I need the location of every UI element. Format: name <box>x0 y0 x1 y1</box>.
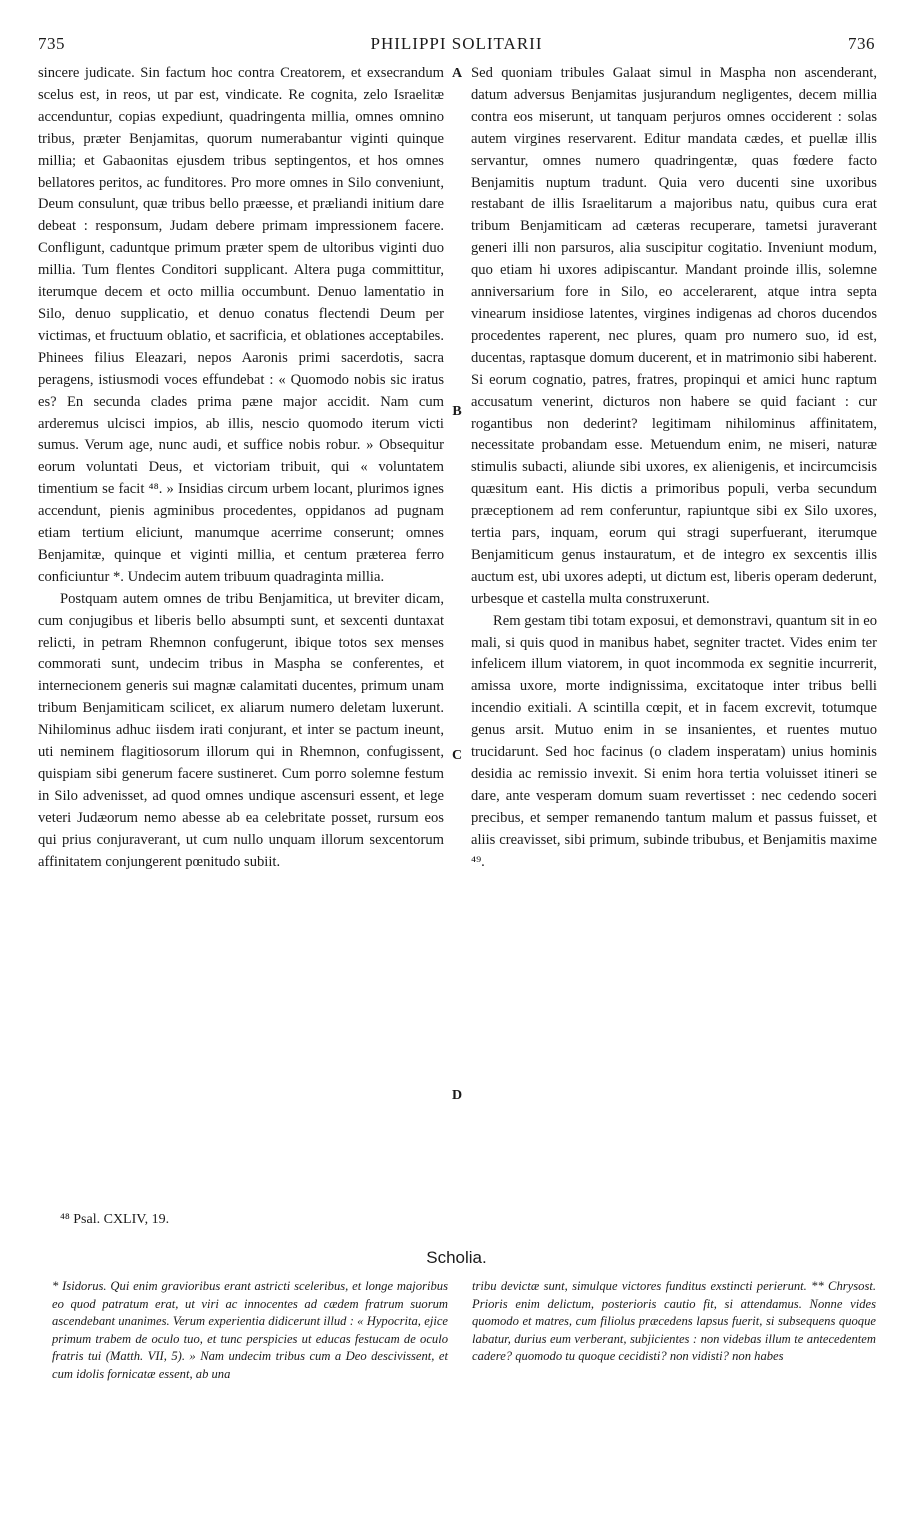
scholia-right-text: tribu devictæ sunt, simulque victores funditus exstincti perierunt. ** Chrysost. Prioris enim delictum, posterioris cautio fit, si attendamus. Nonne vides quomodo et matres, cum filiolus præcedens lapsus fuerit, si subsequens quoque labatur, durius eum verberant, subjicientes : non videbas illum te antecedentem cadere? quomodo tu quoque cecidisti? non vidisti? non habes <box>472 1279 876 1364</box>
scholia-left-text: * Isidorus. Qui enim gravioribus erant astricti sceleribus, et longe majoribus eo quod patratum erat, ut viri ac innocentes ad cædem fratrum suorum ascendebant unanimes. Verum experientia didicerunt illud : « Hypocrita, ejice primum trabem de oculo tuo, et tunc perspicies ut educas festucam de oculo fratris tui (Matth. VII, 5). » Nam undecim tribus cum a Deo descivissent, et cum idolis fornicatæ essent, ab una <box>52 1279 448 1381</box>
right-paragraph-1: Sed quoniam tribules Galaat simul in Maspha non ascenderant, datum adversus Benjamitas jusjurandum negligentes, decem millia contra eos miserunt, ut tanquam perjuros omnes occiderent : solas autem virgines reservarent. Editur mandata cædes, et puellæ illis servantur, omnes numero quadringentæ, quas fœdere facto Benjamitis nuptum tradunt. Quia vero ducenti sine uxoribus restabant de illis Israelitarum a majoribus natu, quibus cura erat tribum Benjamiticam ad cæteras recuperare, tametsi juraverant generi illi non parsuros, alia suscipitur cogitatio. Inveniunt modum, quo etiam hi uxores adipiscantur. Mandant proinde illis, solemne anniversarium fore in Silo, eo accelerarent, atque intra septa vinearum insidiose latentes, virgines indigenas ad choros ducendos procedentes raperent, nec plures, quam pro numero suo, id est, ducentas, raptasque domum ducerent, et in matrimonio sibi haberent. Si eorum cognatio, patres, fratres, propinqui et amici hunc raptum accusatum venerint, dicturos non habere se quid faciant : cur rogantibus non dederint? legitimam nihilominus affinitatem, necessitate probandam esse. Metuendum enim, ne miseri, naturæ stimulis subacti, aliunde sibi uxores, ex alienigenis, et incircumcisis quæsitum eant. His dictis a primoribus populi, verba secundum præceptionem ad rem conferuntur, rapiuntque sibi ex Silo uxores, tertia pars, inquam, eorum qui stragi superfuerant, iterumque Benjamiticum genus instauratum, et de integro ex sexcentis illis auctum est, ubi uxores adepti, ut dictum est, liberis operam dederunt, urbesque et castella multa construxerunt. <box>471 65 877 607</box>
page-number-right: 736 <box>848 34 875 53</box>
right-column <box>471 63 877 874</box>
left-paragraph-2: Postquam autem omnes de tribu Benjamitica, ut breviter dicam, cum conjugibus et liberis bello absumpti sunt, et sexcenti duntaxat relicti, in petram Rhemnon confugerunt, ibique totos sex menses commorati sunt, undecim tribus in Maspha se conferentes, et internecionem generis sui magnæ calamitati ducentes, primum unam tribum Benjamiticam scilicet, ex aliarum numero deletam luxerunt. Nihilominus adhuc iisdem irati conjurant, et inter se pactum ineunt, uti neminem flagitiosorum illorum qui in Rhemnon, confugissent, quispiam sibi generum facere sustineret. Cum porro solemne festum in Silo advenisset, ad quod omnes undique ascensuri essent, et lege veteri Judæorum nemo abesse ab ea celebritate posset, rursum eos qui prius conjuraverant, ut cum nullo unquam illorum sexcentorum affinitatem conjungerent pœnitudo subiit. <box>38 590 444 870</box>
scholia-heading: Scholia. <box>426 1248 487 1267</box>
page-number-left: 735 <box>38 34 65 53</box>
right-paragraph-2: Rem gestam tibi totam exposui, et demonstravi, quantum sit in eo mali, si quis quod in manibus habet, segniter tractet. Vides enim ter infelicem illum viatorem, in quot incommoda ex segnitie incurrerit, amissa uxore, morte indignissima, excitatoque inter tribus belli incendio exitiali. A scintilla cœpit, et in facem excrevit, totumque genus arsit. Mutuo enim in se insanientes, et ruentes mutuo trucidarunt. Sed hoc facinus (o cladem insperatam) unius hominis desidia ac remissio invexit. Si enim hora tertia voluisset itineri se dare, ante vesperam domum suam revertisset : nec cedendo soceri precibus, et semper remanendo tantum malum et passus fuisset, et aliis creavisset, sibi primum, subinde tribubus, et Benjamitis maxime ⁴⁹. <box>471 612 877 870</box>
margin-marker-b: B <box>452 404 462 419</box>
left-column <box>38 63 444 874</box>
scholia-left-column <box>52 1278 448 1384</box>
running-title: PHILIPPI SOLITARII <box>370 34 543 53</box>
margin-marker-d: D <box>451 1088 463 1103</box>
left-paragraph-1: sincere judicate. Sin factum hoc contra Creatorem, et exsecrandum scelus est, in reos, ut par est, vindicate. Re cognita, zelo Israelitæ accenduntur, copias expediunt, quadringenta millia, omnes omnino tribus, præter Benjamitas, quorum numerabantur viginti quinque millia; et Gabaonitas ejusdem tribus septingentos, et hos omnes bellatores peritos, ac funditores. Pro more omnes in Silo conveniunt, Deum consulunt, quæ tribus bello præesse, et præliandi initium dare debeat : responsum, Judam debere primam impressionem facere. Confligunt, caduntque primum præter spem de ultoribus viginti duo millia. Tum flentes Conditori supplicant. Altera puga committitur, iterumque decem et octo millia occumbunt. Denuo lamentatio in Silo, denuo supplicatio, et denuo conatus flectendi Deum per victimas, et fructuum oblatio, et sacrificia, et oblationes acceptabiles. Phinees filius Eleazari, nepos Aaronis primi sacerdotis, sacra peragens, istiusmodi voces effundebat : « Quomodo nobis sic iratus es? En secunda clades prima pæne major accidit. Nam cum arderemus ulcisci impios, ab illis, nescio quomodo iterum victi sumus. Verum age, nunc audi, et suffice nobis robur. » Obsequitur eorum voluntati Deus, et victoriam tribuit, qui « voluntatem timentium se facit ⁴⁸. » Insidias circum urbem locant, plurimos ignes accendunt, pienis agminibus procedentes, oppidanos ad pugnam etiam tertium eliciunt, manumque acerrime conserunt; omnes Benjamitæ, quinque et viginti millia, et centum præterea ferro conficiuntur *. Undecim autem tribuum quadraginta millia. <box>38 65 444 585</box>
footnote: ⁴⁸ Psal. CXLIV, 19. <box>60 1212 170 1227</box>
margin-marker-a: A <box>451 66 463 81</box>
scholia-right-column <box>472 1278 876 1366</box>
margin-marker-c: C <box>451 748 463 763</box>
running-head <box>38 34 875 54</box>
